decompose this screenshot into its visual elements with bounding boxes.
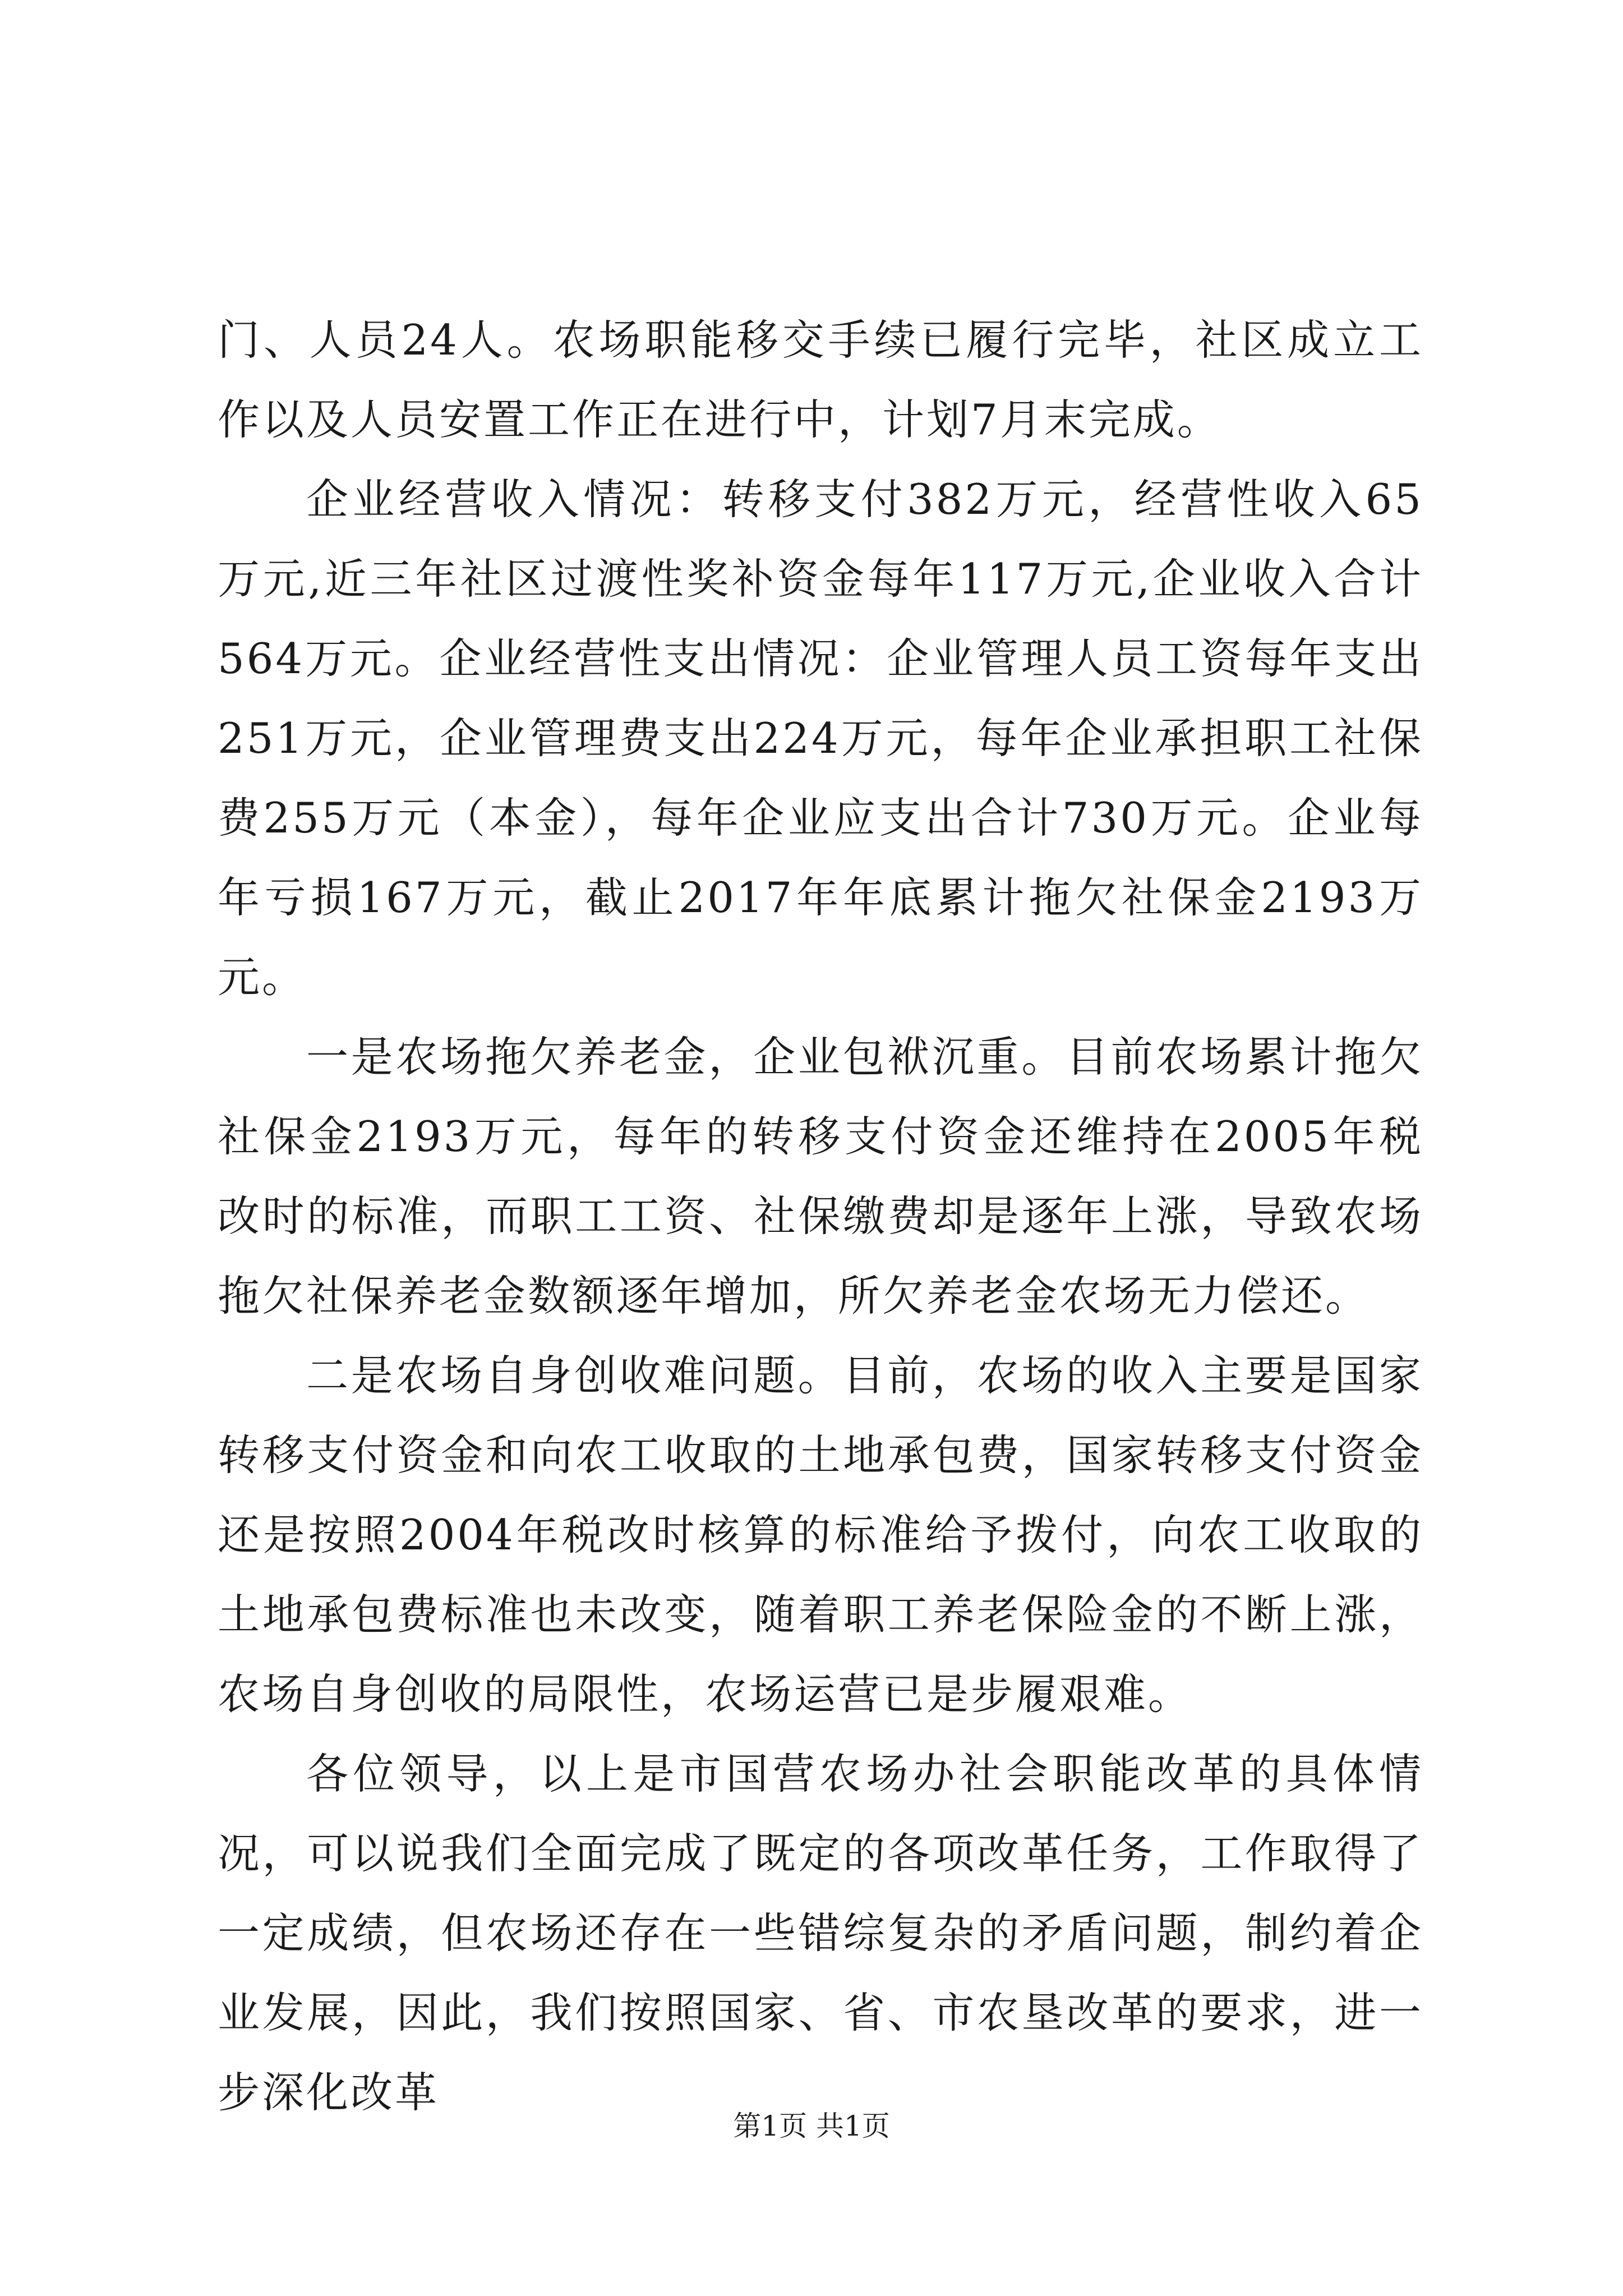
paragraph-revenue-difficulty: 二是农场自身创收难问题。目前，农场的收入主要是国家转移支付资金和向农工收取的土地承包费，国家转移支付资金还是按照2004年税改时核算的标准给予拨付，向农工收取的土地承包费标准也未改变，随着职工养老保险金的不断上涨，农场自身创收的局限性，农场运营已是步履艰难。 — [218, 1351, 1423, 1719]
document-body — [218, 300, 1423, 2132]
paragraph-income-expenditure: 企业经营收入情况：转移支付382万元，经营性收入65万元,近三年社区过渡性奖补资金每年117万元,企业收入合计564万元。企业经营性支出情况：企业管理人员工资每年支出251万元，企业管理费支出224万元，每年企业承担职工社保费255万元（本金），每年企业应支出合计730万元。企业每年亏损167万元，截止2017年年底累计拖欠社保金2193万元。 — [218, 475, 1423, 1002]
paragraph-summary: 各位领导，以上是市国营农场办社会职能改革的具体情况，可以说我们全面完成了既定的各项改革任务，工作取得了一定成绩，但农场还存在一些错综复杂的矛盾问题，制约着企业发展，因此，我们按照国家、省、市农垦改革的要求，进一步深化改革 — [218, 1749, 1423, 2117]
page-footer: 第1页 共1页 — [733, 2110, 890, 2142]
paragraph-continuation: 门、人员24人。农场职能移交手续已履行完毕，社区成立工作以及人员安置工作正在进行中，计划7月末完成。 — [218, 315, 1423, 444]
paragraph-pension-arrears: 一是农场拖欠养老金，企业包袱沉重。目前农场累计拖欠社保金2193万元，每年的转移支付资金还维持在2005年税改时的标准，而职工工资、社保缴费却是逐年上涨，导致农场拖欠社保养老金数额逐年增加，所欠养老金农场无力偿还。 — [218, 1032, 1423, 1320]
